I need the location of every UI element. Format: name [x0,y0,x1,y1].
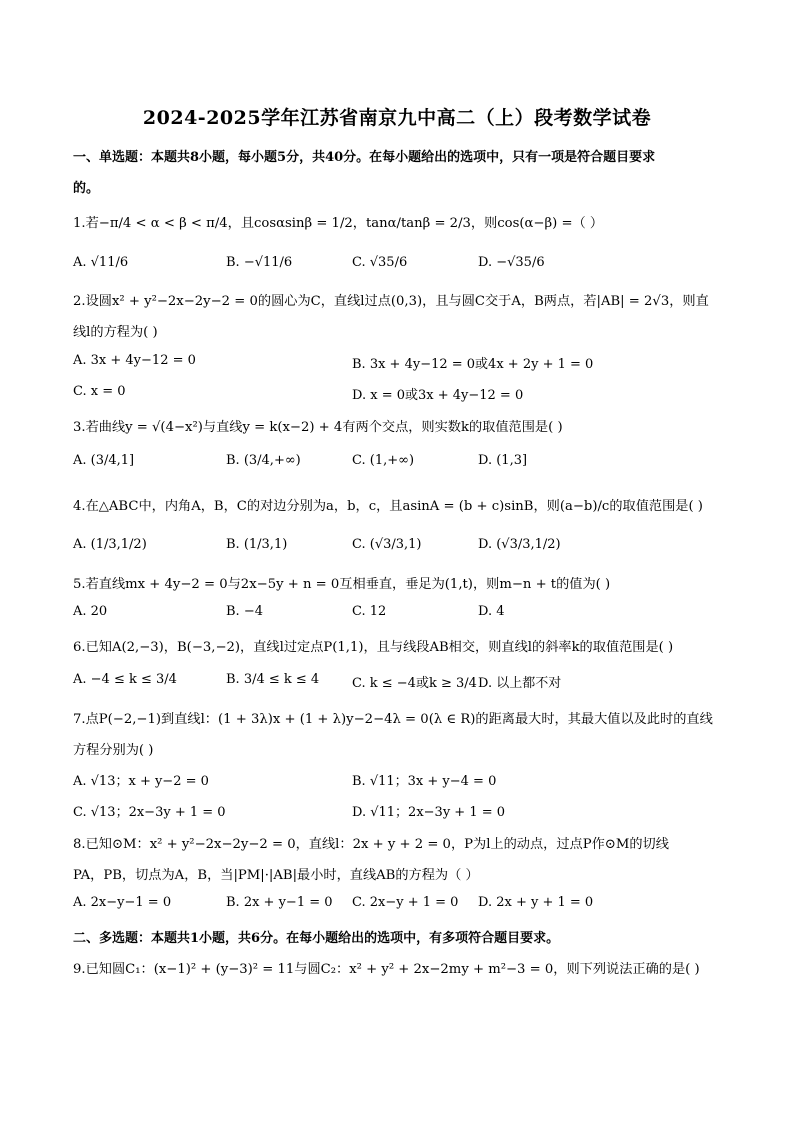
q7-option-c: C. √13；2x−3y + 1 = 0 [73,805,226,820]
q3-option-c: C. (1,+∞) [352,453,415,468]
q3-option-d: D. (1,3] [478,453,528,468]
q4-option-a: A. (1/3,1/2) [73,537,147,552]
q5-option-b: B. −4 [226,604,263,619]
question-8-cont: PA，PB，切点为A，B，当|PM|·|AB|最小时，直线AB的方程为（ ） [73,868,479,883]
q1-option-c: C. √35/6 [352,255,408,270]
q8-option-d: D. 2x + y + 1 = 0 [478,895,594,910]
q2-option-c: C. x = 0 [73,384,126,399]
question-5: 5.若直线mx + 4y−2 = 0与2x−5y + n = 0互相垂直，垂足为(1,t)，则m−n + t的值为( ) [73,577,611,592]
q2-option-b: B. 3x + 4y−12 = 0或4x + 2y + 1 = 0 [352,357,594,372]
q1-option-d: D. −√35/6 [478,255,545,270]
q4-option-c: C. (√3/3,1) [352,537,422,552]
q6-option-a: A. −4 ≤ k ≤ 3/4 [73,672,177,687]
q8-option-a: A. 2x−y−1 = 0 [73,895,172,910]
question-3: 3.若曲线y = √(4−x²)与直线y = k(x−2) + 4有两个交点，则实数k的取值范围是( ) [73,420,563,435]
q8-option-c: C. 2x−y + 1 = 0 [352,895,459,910]
q6-option-d: D. 以上都不对 [478,676,562,691]
q3-option-b: B. (3/4,+∞) [226,453,301,468]
q4-option-d: D. (√3/3,1/2) [478,537,561,552]
q5-option-c: C. 12 [352,604,387,619]
question-2: 2.设圆x² + y²−2x−2y−2 = 0的圆心为C，直线l过点(0,3)，且与圆C交于A，B两点，若|AB| = 2√3，则直 [73,294,709,309]
section2-heading: 二、多选题：本题共1小题，共6分。在每小题给出的选项中，有多项符合题目要求。 [73,931,560,946]
q7-option-a: A. √13；x + y−2 = 0 [73,774,209,789]
section1-heading-cont: 的。 [73,181,100,196]
q1-option-b: B. −√11/6 [226,255,293,270]
page-title: 2024-2025学年江苏省南京九中高二（上）段考数学试卷 [142,107,652,129]
q2-option-d: D. x = 0或3x + 4y−12 = 0 [352,388,524,403]
q6-option-b: B. 3/4 ≤ k ≤ 4 [226,672,320,687]
q3-option-a: A. (3/4,1] [73,453,135,468]
question-2-cont: 线l的方程为( ) [73,325,158,340]
q5-option-a: A. 20 [73,604,108,619]
question-7: 7.点P(−2,−1)到直线l：(1 + 3λ)x + (1 + λ)y−2−4λ = 0(λ ∈ R)的距离最大时，其最大值以及此时的直线 [73,712,713,727]
question-4: 4.在△ABC中，内角A，B，C的对边分别为a，b，c，且asinA = (b + c)sinB，则(a−b)/c的取值范围是( ) [73,499,703,514]
section1-heading: 一、单选题：本题共8小题，每小题5分，共40分。在每小题给出的选项中，只有一项是符合题目要求 [73,150,656,165]
question-7-cont: 方程分别为( ) [73,743,154,758]
question-8: 8.已知⊙M：x² + y²−2x−2y−2 = 0，直线l：2x + y + 2 = 0，P为l上的动点，过点P作⊙M的切线 [73,837,669,852]
q2-option-a: A. 3x + 4y−12 = 0 [73,353,196,368]
question-1: 1.若−π/4 < α < β < π/4，且cosαsinβ = 1/2，tanα/tanβ = 2/3，则cos(α−β) =（ ） [73,216,604,231]
question-9: 9.已知圆C₁：(x−1)² + (y−3)² = 11与圆C₂：x² + y² + 2x−2my + m²−3 = 0，则下列说法正确的是( ) [73,962,700,977]
question-6: 6.已知A(2,−3)，B(−3,−2)，直线l过定点P(1,1)，且与线段AB相交，则直线l的斜率k的取值范围是( ) [73,640,674,655]
q7-option-b: B. √11；3x + y−4 = 0 [352,774,497,789]
q1-option-a: A. √11/6 [73,255,129,270]
q7-option-d: D. √11；2x−3y + 1 = 0 [352,805,506,820]
q6-option-c: C. k ≤ −4或k ≥ 3/4 [352,676,477,691]
q4-option-b: B. (1/3,1) [226,537,288,552]
q5-option-d: D. 4 [478,604,505,619]
q8-option-b: B. 2x + y−1 = 0 [226,895,333,910]
